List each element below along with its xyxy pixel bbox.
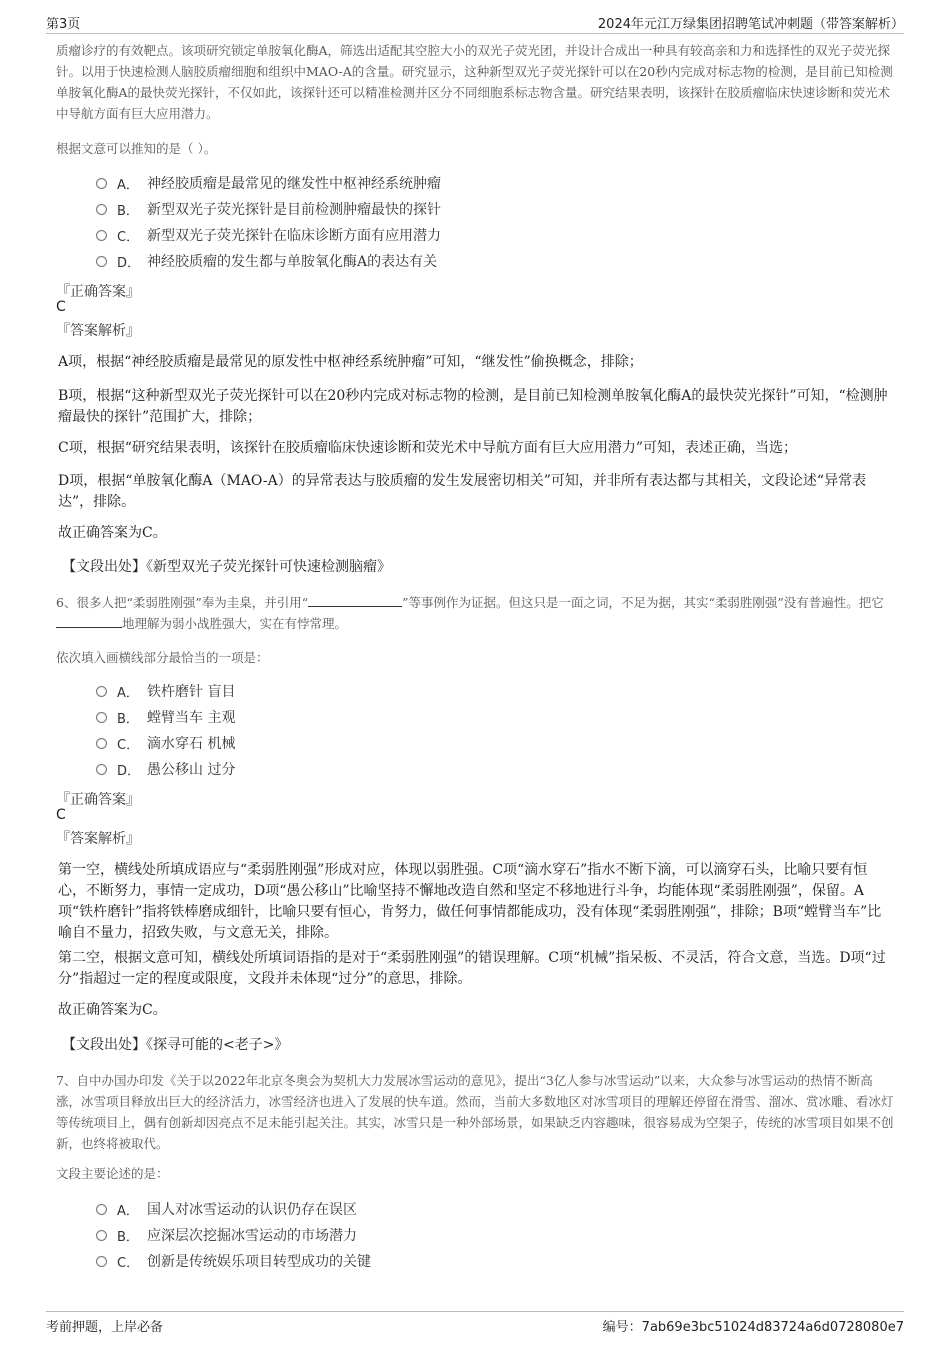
q5-explanation-a: A项，根据“神经胶质瘤是最常见的原发性中枢神经系统肿瘤”可知，“继发性”偷换概念，排除； [58, 354, 643, 370]
radio-icon[interactable] [96, 1204, 107, 1215]
q5-passage: 质瘤诊疗的有效靶点。该项研究锁定单胺氧化酶A，筛选出适配其空腔大小的双光子荧光团，并设计合成出一种具有较高亲和力和选择性的双光子荧光探针。以用于快速检测人脑胶质瘤细胞和组织中MAO-A的含量。研究显示，这种新型双光子荧光探针可以在20秒内完成对标志物的检测，是目前已知检测单胺氧化酶A的最快荧光探针，不仅如此，该探针还可以精准检测并区分不同细胞系标志物含量。研究结果表明，该探针在胶质瘤临床快速诊断和荧光术中导航方面有巨大应用潜力。 [56, 43, 893, 121]
radio-icon[interactable] [96, 204, 107, 215]
footer-slogan: 考前押题，上岸必备 [46, 1320, 164, 1335]
radio-icon[interactable] [96, 230, 107, 241]
q6-answer-label: 『正确答案』 [56, 792, 140, 808]
q7-option-a[interactable]: A． 国人对冰雪运动的认识仍存在误区 [96, 1198, 357, 1220]
q6-passage: 6、很多人把“柔弱胜刚强”奉为圭臬，并引用“ ”等事例作为证据。但这只是一面之词，不足为据，其实“柔弱胜刚强”没有普遍性。把它地理解为弱小战胜强大，实在有悖常理。 [56, 595, 884, 631]
page-header [0, 0, 950, 36]
page-number: 第3页 [46, 17, 81, 32]
radio-icon[interactable] [96, 686, 107, 697]
q5-option-a[interactable]: A． 神经胶质瘤是最常见的继发性中枢神经系统肿瘤 [96, 172, 441, 194]
q5-option-d[interactable]: D． 神经胶质瘤的发生都与单胺氧化酶A的表达有关 [96, 250, 437, 272]
document-title: 2024年元江万绿集团招聘笔试冲刺题（带答案解析） [597, 17, 904, 32]
radio-icon[interactable] [96, 712, 107, 723]
q6-explanation-2: 第二空，根据文意可知，横线处所填词语指的是对于“柔弱胜刚强”的错误理解。C项“机械”指呆板、不灵活，符合文意，当选。D项“过分”指超过一定的程度或限度，文段并未体现“过分”的意思，排除。 [58, 950, 886, 987]
q6-analysis-label: 『答案解析』 [56, 831, 140, 847]
blank-1 [308, 594, 402, 607]
radio-icon[interactable] [96, 178, 107, 189]
q7-option-b[interactable]: B． 应深层次挖掘冰雪运动的市场潜力 [96, 1224, 357, 1246]
q6-conclusion: 故正确答案为C。 [58, 1002, 167, 1018]
q6-option-a[interactable]: A． 铁杵磨针 盲目 [96, 680, 235, 702]
q6-answer: C [56, 807, 66, 823]
q6-option-d[interactable]: D． 愚公移山 过分 [96, 758, 235, 780]
radio-icon[interactable] [96, 1230, 107, 1241]
q5-explanation-d: D项，根据“单胺氧化酶A（MAO-A）的异常表达与胶质瘤的发生发展密切相关”可知，并非所有表达都与其相关，文段论述“异常表达”，排除。 [58, 473, 867, 510]
q6-prompt: 依次填入画横线部分最恰当的一项是： [56, 650, 269, 665]
q5-analysis-label: 『答案解析』 [56, 323, 140, 339]
q5-option-c[interactable]: C． 新型双光子荧光探针在临床诊断方面有应用潜力 [96, 224, 441, 246]
q5-option-b[interactable]: B． 新型双光子荧光探针是目前检测肿瘤最快的探针 [96, 198, 441, 220]
q5-explanation-b: B项，根据“这种新型双光子荧光探针可以在20秒内完成对标志物的检测，是目前已知检测单胺氧化酶A的最快荧光探针”可知，“检测肿瘤最快的探针”范围扩大，排除； [58, 388, 888, 425]
document-code: 编号：7ab69e3bc51024d83724a6d0728080e7 [602, 1320, 904, 1335]
q5-source: 【文段出处】《新型双光子荧光探针可快速检测脑瘤》 [62, 559, 391, 575]
q7-prompt: 文段主要论述的是： [56, 1166, 169, 1181]
q5-explanation-c: C项，根据“研究结果表明，该探针在胶质瘤临床快速诊断和荧光术中导航方面有巨大应用潜力”可知，表述正确，当选； [58, 440, 798, 456]
q5-conclusion: 故正确答案为C。 [58, 525, 167, 541]
q6-explanation-1: 第一空，横线处所填成语应与“柔弱胜刚强”形成对应，体现以弱胜强。C项“滴水穿石”指水不断下滴，可以滴穿石头，比喻只要有恒心，不断努力，事情一定成功，D项“愚公移山”比喻坚持不懈地改造自然和坚定不移地进行斗争，均能体现“柔弱胜刚强”，保留。A项“铁杵磨针”指将铁棒磨成细针，比喻只要有恒心，肯努力，做任何事情都能成功，没有体现“柔弱胜刚强”，排除；B项“螳臂当车”比喻自不量力，招致失败，与文意无关，排除。 [58, 862, 882, 941]
radio-icon[interactable] [96, 1256, 107, 1267]
q5-prompt: 根据文意可以推知的是（ ）。 [56, 141, 217, 156]
blank-2 [56, 615, 122, 628]
footer-divider [46, 1311, 904, 1312]
header-divider [46, 33, 904, 34]
q5-answer: C [56, 299, 66, 315]
radio-icon[interactable] [96, 256, 107, 267]
radio-icon[interactable] [96, 738, 107, 749]
q5-answer-label: 『正确答案』 [56, 284, 140, 300]
q6-option-c[interactable]: C． 滴水穿石 机械 [96, 732, 235, 754]
q6-option-b[interactable]: B． 螳臂当车 主观 [96, 706, 235, 728]
q6-source: 【文段出处】《探寻可能的<老子>》 [62, 1037, 289, 1053]
radio-icon[interactable] [96, 764, 107, 775]
q7-option-c[interactable]: C． 创新是传统娱乐项目转型成功的关键 [96, 1250, 371, 1272]
q7-passage: 7、自中办国办印发《关于以2022年北京冬奥会为契机大力发展冰雪运动的意见》，提出“3亿人参与冰雪运动”以来，大众参与冰雪运动的热情不断高涨，冰雪项目释放出巨大的经济活力，冰雪经济也进入了发展的快车道。然而，当前大多数地区对冰雪项目的理解还停留在滑雪、溜冰、赏冰雕、看冰灯等传统项目上，偶有创新却因亮点不足未能引起关注。其实，冰雪只是一种外部场景，如果缺乏内容趣味，很容易成为空架子，传统的冰雪项目如果不创新，也终将被取代。 [56, 1073, 894, 1151]
